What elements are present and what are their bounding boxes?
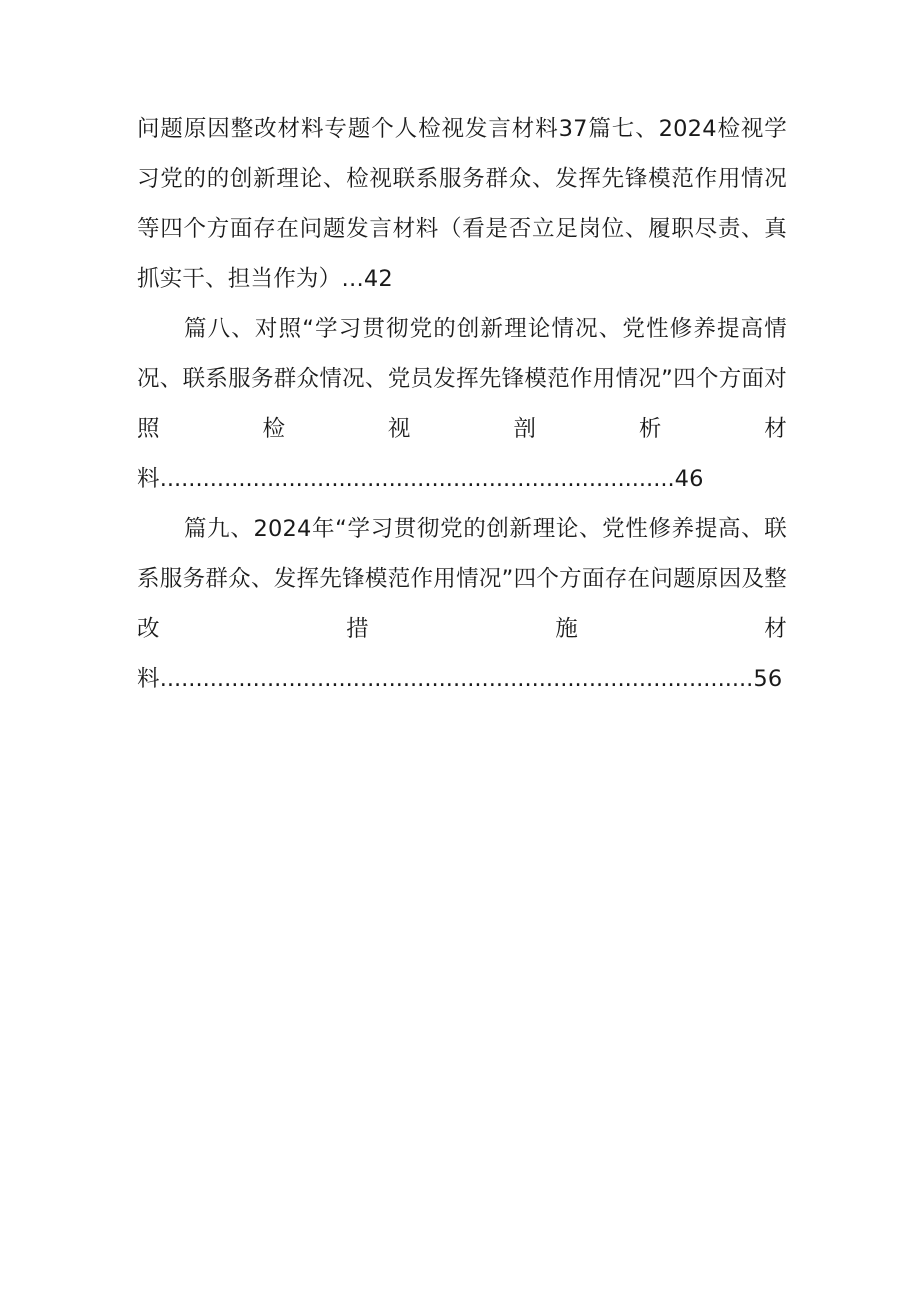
toc-leader-dots: … — [341, 266, 364, 292]
toc-leader-dots: ........................................................................ — [159, 466, 675, 492]
toc-entry-text: 篇八、对照“学习贯彻党的创新理论情况、党性修养提高情况、联系服务群众情况、党员发挥先锋模范作用情况”四个方面对照检视剖析材料 — [137, 316, 787, 492]
toc-entry — [137, 104, 787, 304]
table-of-contents — [137, 104, 787, 704]
toc-entry-text: 篇九、2024年“学习贯彻党的创新理论、党性修养提高、联系服务群众、发挥先锋模范作用情况”四个方面存在问题原因及整改措施材料 — [137, 516, 787, 692]
toc-leader-dots: ................................................................................... — [159, 666, 754, 692]
toc-page-number: 42 — [363, 266, 393, 292]
toc-entry-text: 问题原因整改材料专题个人检视发言材料37篇七、2024检视学习党的的创新理论、检视联系服务群众、发挥先锋模范作用情况等四个方面存在问题发言材料（看是否立足岗位、履职尽责、真抓实干、担当作为） — [137, 116, 787, 292]
toc-entry — [137, 304, 787, 504]
toc-page-number: 46 — [674, 466, 704, 492]
toc-entry — [137, 504, 787, 704]
toc-page-number: 56 — [753, 666, 783, 692]
